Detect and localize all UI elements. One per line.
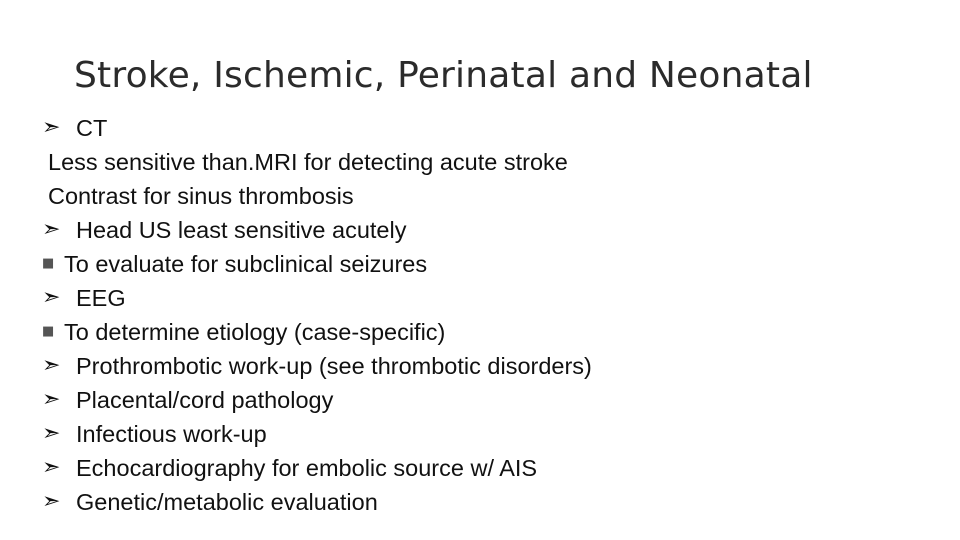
list-item-text: Head US least sensitive acutely [76, 217, 407, 243]
list-item [42, 485, 592, 519]
list-item-text: Echocardiography for embolic source w/ AIS [76, 455, 538, 481]
list-item [42, 315, 592, 349]
list-item [42, 383, 592, 417]
square-bullet-icon: ■ [42, 324, 55, 339]
list-item-text: Contrast for sinus thrombosis [48, 183, 354, 209]
arrow-bullet-icon: ➣ [42, 455, 61, 480]
list-item-text: Genetic/metabolic evaluation [76, 489, 378, 515]
list-item [42, 281, 592, 315]
bullet-list [42, 111, 592, 519]
list-item [42, 213, 592, 247]
list-item-text: Placental/cord pathology [76, 387, 334, 413]
arrow-bullet-icon: ➣ [42, 285, 61, 310]
list-item [42, 349, 592, 383]
list-item [42, 145, 592, 179]
arrow-bullet-icon: ➣ [42, 115, 61, 140]
list-item-text: To determine etiology (case-specific) [64, 319, 446, 345]
list-item-text: Prothrombotic work-up (see thrombotic disorders) [76, 353, 592, 379]
list-item-text: To evaluate for subclinical seizures [64, 251, 428, 277]
square-bullet-icon: ■ [42, 256, 55, 271]
arrow-bullet-icon: ➣ [42, 421, 61, 446]
list-item [42, 247, 592, 281]
list-item [42, 451, 592, 485]
slide-title: Stroke, Ischemic, Perinatal and Neonatal [74, 55, 813, 96]
list-item [42, 179, 592, 213]
arrow-bullet-icon: ➣ [42, 217, 61, 242]
list-item-text: CT [76, 115, 108, 141]
arrow-bullet-icon: ➣ [42, 387, 61, 412]
list-item [42, 111, 592, 145]
list-item-text: EEG [76, 285, 126, 311]
arrow-bullet-icon: ➣ [42, 489, 61, 514]
list-item [42, 417, 592, 451]
arrow-bullet-icon: ➣ [42, 353, 61, 378]
list-item-text: Less sensitive than.MRI for detecting acute stroke [48, 149, 568, 175]
list-item-text: Infectious work-up [76, 421, 267, 447]
